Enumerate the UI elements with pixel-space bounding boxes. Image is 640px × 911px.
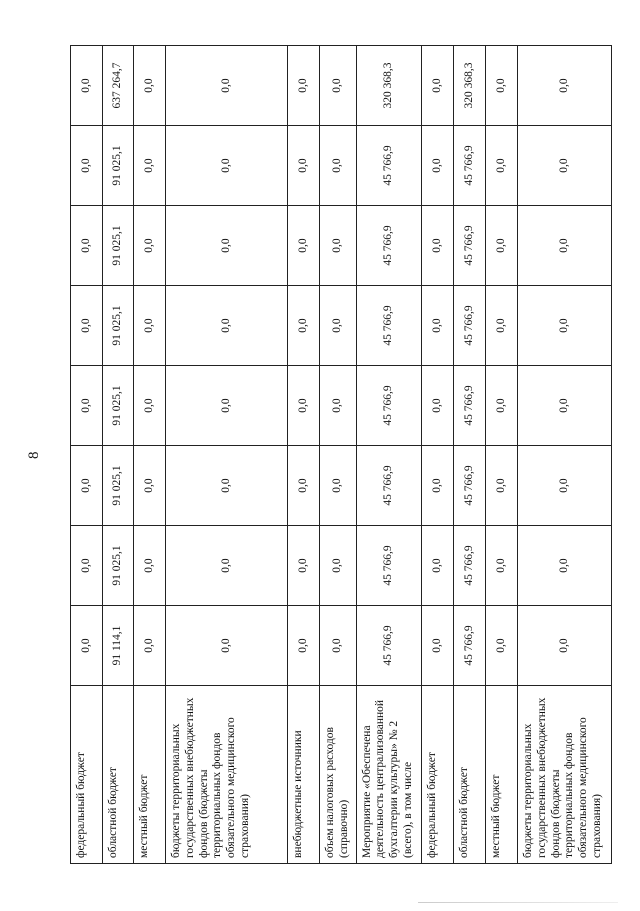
value-cell: 45 766,9 — [356, 126, 421, 206]
table-row — [166, 46, 288, 864]
value-cell: 0,0 — [319, 366, 356, 446]
table-row — [517, 46, 611, 864]
value-cell: 0,0 — [166, 366, 288, 446]
value-cell: 0,0 — [166, 446, 288, 526]
scan-artifact — [418, 902, 618, 903]
row-label: бюджеты территориальных государственных внебюджетных фондов (бюджеты территориальных фондов обязательного медицинского страхования) — [517, 686, 611, 864]
value-cell: 0,0 — [287, 206, 319, 286]
value-cell: 0,0 — [319, 526, 356, 606]
value-cell: 0,0 — [421, 366, 453, 446]
value-cell: 45 766,9 — [453, 286, 485, 366]
row-label: федеральный бюджет — [71, 686, 103, 864]
value-cell: 0,0 — [517, 366, 611, 446]
value-cell: 0,0 — [421, 286, 453, 366]
value-cell: 320 368,3 — [356, 46, 421, 126]
value-cell: 0,0 — [134, 206, 166, 286]
value-cell: 0,0 — [166, 286, 288, 366]
value-cell: 0,0 — [71, 526, 103, 606]
value-cell: 0,0 — [319, 46, 356, 126]
table-row — [453, 46, 485, 864]
value-cell: 0,0 — [134, 46, 166, 126]
value-cell: 91 025,1 — [103, 286, 134, 366]
value-cell: 0,0 — [134, 126, 166, 206]
value-cell: 0,0 — [485, 606, 517, 686]
row-label: Мероприятие «Обеспечена деятельность централизованной бухгалтерии культуры» № 2 (всего), в том числе — [356, 686, 421, 864]
value-cell: 0,0 — [287, 606, 319, 686]
table-row — [287, 46, 319, 864]
value-cell: 0,0 — [485, 366, 517, 446]
value-cell: 0,0 — [319, 286, 356, 366]
table-row — [134, 46, 166, 864]
value-cell: 0,0 — [166, 526, 288, 606]
value-cell: 0,0 — [166, 206, 288, 286]
value-cell: 0,0 — [421, 126, 453, 206]
value-cell: 0,0 — [71, 606, 103, 686]
row-label: областной бюджет — [103, 686, 134, 864]
value-cell: 45 766,9 — [453, 206, 485, 286]
row-label: бюджеты территориальных государственных внебюджетных фондов (бюджеты территориальных фондов обязательного медицинского страхования) — [166, 686, 288, 864]
value-cell: 0,0 — [71, 126, 103, 206]
value-cell: 0,0 — [71, 446, 103, 526]
value-cell: 0,0 — [485, 286, 517, 366]
value-cell: 0,0 — [485, 126, 517, 206]
value-cell: 45 766,9 — [356, 366, 421, 446]
value-cell: 0,0 — [134, 446, 166, 526]
value-cell: 45 766,9 — [453, 526, 485, 606]
value-cell: 45 766,9 — [356, 446, 421, 526]
row-label: федеральный бюджет — [421, 686, 453, 864]
row-label: областной бюджет — [453, 686, 485, 864]
value-cell: 91 025,1 — [103, 526, 134, 606]
value-cell: 0,0 — [287, 46, 319, 126]
value-cell: 0,0 — [166, 46, 288, 126]
value-cell: 0,0 — [287, 446, 319, 526]
value-cell: 0,0 — [166, 606, 288, 686]
rotated-table-container — [70, 46, 612, 864]
value-cell: 0,0 — [287, 366, 319, 446]
value-cell: 0,0 — [287, 126, 319, 206]
value-cell: 91 025,1 — [103, 206, 134, 286]
value-cell: 45 766,9 — [453, 366, 485, 446]
value-cell: 0,0 — [421, 206, 453, 286]
value-cell: 0,0 — [319, 446, 356, 526]
value-cell: 0,0 — [134, 526, 166, 606]
value-cell: 0,0 — [134, 286, 166, 366]
value-cell: 0,0 — [485, 446, 517, 526]
value-cell: 0,0 — [319, 206, 356, 286]
row-label: местный бюджет — [134, 686, 166, 864]
value-cell: 0,0 — [517, 286, 611, 366]
value-cell: 0,0 — [71, 46, 103, 126]
value-cell: 320 368,3 — [453, 46, 485, 126]
value-cell: 0,0 — [166, 126, 288, 206]
value-cell: 0,0 — [485, 46, 517, 126]
value-cell: 637 264,7 — [103, 46, 134, 126]
table-row — [421, 46, 453, 864]
value-cell: 0,0 — [319, 606, 356, 686]
value-cell: 45 766,9 — [453, 126, 485, 206]
table-row — [356, 46, 421, 864]
value-cell: 0,0 — [71, 206, 103, 286]
value-cell: 0,0 — [485, 206, 517, 286]
value-cell: 0,0 — [71, 286, 103, 366]
row-label: объем налоговых расходов (справочно) — [319, 686, 356, 864]
budget-table — [70, 45, 612, 864]
value-cell: 45 766,9 — [356, 526, 421, 606]
value-cell: 0,0 — [421, 606, 453, 686]
row-label: местный бюджет — [485, 686, 517, 864]
value-cell: 45 766,9 — [356, 286, 421, 366]
value-cell: 0,0 — [319, 126, 356, 206]
value-cell: 91 025,1 — [103, 126, 134, 206]
value-cell: 0,0 — [287, 526, 319, 606]
value-cell: 91 114,1 — [103, 606, 134, 686]
value-cell: 0,0 — [517, 526, 611, 606]
value-cell: 0,0 — [517, 446, 611, 526]
value-cell: 0,0 — [287, 286, 319, 366]
value-cell: 0,0 — [421, 526, 453, 606]
value-cell: 0,0 — [134, 606, 166, 686]
table-row — [319, 46, 356, 864]
value-cell: 45 766,9 — [356, 206, 421, 286]
value-cell: 0,0 — [71, 366, 103, 446]
value-cell: 91 025,1 — [103, 446, 134, 526]
value-cell: 0,0 — [517, 606, 611, 686]
table-row — [71, 46, 103, 864]
value-cell: 0,0 — [134, 366, 166, 446]
row-label: внебюджетные источники — [287, 686, 319, 864]
value-cell: 91 025,1 — [103, 366, 134, 446]
value-cell: 0,0 — [517, 206, 611, 286]
table-row — [485, 46, 517, 864]
value-cell: 0,0 — [485, 526, 517, 606]
value-cell: 45 766,9 — [356, 606, 421, 686]
value-cell: 0,0 — [421, 46, 453, 126]
value-cell: 0,0 — [517, 46, 611, 126]
table-row — [103, 46, 134, 864]
value-cell: 45 766,9 — [453, 446, 485, 526]
page-number: 8 — [26, 451, 42, 459]
value-cell: 0,0 — [421, 446, 453, 526]
value-cell: 45 766,9 — [453, 606, 485, 686]
value-cell: 0,0 — [517, 126, 611, 206]
